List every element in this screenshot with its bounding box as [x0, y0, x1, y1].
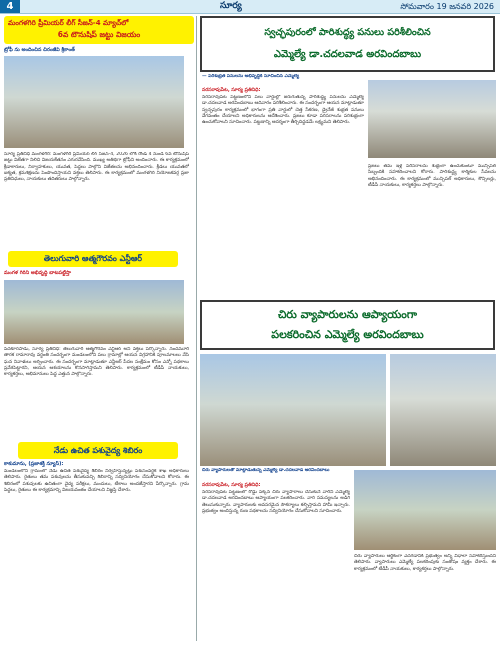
a2-body: పెదకూరపాడు, సూర్య ప్రతినిధి: తెలుగువారి ఆత్మగౌరవం ఎన్టీఆర్ అని వక్తలు పేర్కొన్నారు. నందమూరి తారక రామారావు వర్ధంతి సందర్భంగా మండలంలోని పలు గ్రామాల్లో ఆయన విగ్రహానికి పూలమాలలు వేసి ఘన నివాళులు అర్పించారు. ఈ సందర్భంగా మాట్లాడుతూ ఎన్టీఆర్ పేదల సంక్షేమం కోసం ఎన్నో పథకాలు ప్రవేశపెట్టారని, ఆయన ఆశయాలను కొనసాగిస్తామని తెలిపారు. కార్యక్రమంలో టీడీపీ నాయకులు, కార్యకర్తలు, అభిమానులు పెద్ద ఎత్తున పాల్గొన్నారు. — [4, 347, 189, 378]
a1-photo-cricket-team — [4, 56, 184, 148]
a2-headline: తెలుగువారి ఆత్మగౌరవం ఎన్టీఆర్ — [43, 254, 143, 263]
a4-photo-sanitation-inspection — [368, 80, 496, 158]
a2-subhead: మంగళ గిరిని అభివృద్ధి బాటపట్టిస్తా — [4, 270, 72, 276]
a2-headline-box — [8, 251, 178, 267]
a5-body-left: నరసరావుపేట పట్టణంలో రోడ్డు పక్కన చిరు వ్యాపారాలు చేసుకునే వారిని ఎమ్మెల్యే డా.చదలవాడ అరవిందబాబు ఆప్యాయంగా పలకరించారు. వారి సమస్యలను అడిగి తెలుసుకున్నారు. వ్యాపారులకు అవసరమైన సౌకర్యాలు కల్పిస్తామని హామీ ఇచ్చారు. ప్రభుత్వం అందిస్తున్న రుణ పథకాలను సద్వినియోగం చేసుకోవాలని సూచించారు. — [202, 490, 350, 514]
a1-headline-line1: మంగళగిరి ప్రీమియర్ లీగ్ సీజన్-4 మ్యాచ్‌లో — [8, 19, 129, 27]
a5-headline-line2: పలకరించిన ఎమ్మెల్యే అరవిందబాబు — [271, 328, 424, 341]
a5-photo-vendors-left — [200, 354, 386, 466]
a5-headline-box — [200, 300, 495, 350]
a4-body-left: నరసరావుపేట పట్టణంలోని పలు వార్డుల్లో జరుగుతున్న పారిశుద్ధ్య పనులను ఎమ్మెల్యే డా.చదలవాడ అరవిందబాబు ఆదివారం పరిశీలించారు. ఈ సందర్భంగా ఆయన మాట్లాడుతూ స్వచ్ఛపురం కార్యక్రమంలో భాగంగా ప్రతి వార్డులో చెత్త సేకరణ, డ్రైనేజీ శుభ్రత పనులు వేగవంతం చేయాలని అధికారులను ఆదేశించారు. ప్రజలు కూడా పరిసరాలను పరిశుభ్రంగా ఉంచుకోవాలని సూచించారు. పట్టణాన్ని ఆదర్శంగా తీర్చిదిద్దడమే లక్ష్యమని తెలిపారు. — [202, 95, 364, 126]
a3-headline: నేడు ఉచిత పశువైద్య శిబిరం — [53, 446, 143, 455]
a5-dateline: నరసరావుపేట, సూర్య ప్రతినిధి: — [202, 483, 261, 488]
column-divider — [196, 16, 197, 641]
page-number: 4 — [0, 0, 20, 14]
a1-body: సూర్య ప్రతినిధి మంగళగిరి: మంగళగిరి ప్రీమియర్ లీగ్ సీజన్-4, 2026 లోకి రౌండ్ 4 నుండి 6వ టౌనుషిప్ జట్టు విజేతగా నిలిచి విజయకేతనం ఎగురవేసింది. ముఖ్య అతిథిగా ట్రోఫీని అందించారు. ఈ కార్యక్రమంలో క్రీడాకారులు, నిర్వాహకులు, యువత, పెద్దలు పాల్గొని విజేతలను అభినందించారు. క్రీడలు యువతలో ఐక్యత, క్రమశిక్షణను పెంపొందిస్తాయని వక్తలు తెలిపారు. ఈ కార్యక్రమంలో మంగళగిరి నియోజకవర్గ ప్రజా ప్రతినిధులు, నాయకులు తదితరులు పాల్గొన్నారు. — [4, 152, 189, 183]
issue-date: సోమవారం 19 జనవరి 2026 — [400, 2, 494, 11]
a4-kicker: — పరిశుభ్రత పనులను అభివృద్ధికి సూచించిన ఎమ్మెల్యే — [202, 74, 300, 79]
a1-subhead: ట్రోఫీ ను అందించిన చిరంజీవి శ్రీకాంత్ — [4, 47, 75, 53]
a3-headline-box — [18, 442, 178, 459]
a4-headline-line1: స్వచ్ఛపురంలో పారిశుద్ధ్య పనులు పరిశీలించిన — [264, 27, 431, 38]
a1-headline-line2: 6వ టౌనుషిప్ జట్టు విజయం — [57, 30, 141, 39]
a5-caption: చిరు వ్యాపారులతో మాట్లాడుతున్న ఎమ్మెల్యే డా.చదలవాడ అరవిందబాబు — [202, 468, 330, 473]
a5-headline-line1: చిరు వ్యాపారులను ఆప్యాయంగా — [278, 308, 417, 321]
a4-headline-box — [200, 16, 495, 72]
a1-headline-box — [4, 16, 194, 44]
a3-byline: కాకుమాను, (ప్రజాశక్తి న్యూస్): — [4, 461, 64, 467]
a4-dateline: నరసరావుపేట, సూర్య ప్రతినిధి: — [202, 88, 261, 93]
a3-body: మండలంలోని గ్రామంలో నేడు ఉచిత పశువైద్య శిబిరం నిర్వహిస్తున్నట్లు పశుసంవర్ధక శాఖ అధికారులు తెలిపారు. రైతులు తమ పశువులను తీసుకువచ్చి శిబిరాన్ని సద్వినియోగం చేసుకోవాలని కోరారు. ఈ శిబిరంలో పశువులకు ఉచితంగా వైద్య పరీక్షలు, మందులు, టీకాలు అందజేస్తారని పేర్కొన్నారు. గ్రామ పెద్దలు, రైతులు ఈ కార్యక్రమాన్ని విజయవంతం చేయాలని విజ్ఞప్తి చేశారు. — [4, 469, 189, 493]
a5-photo-vendor-closeup — [354, 470, 496, 550]
a5-photo-vendors-right — [390, 354, 496, 466]
page-header-band — [0, 0, 500, 14]
a2-photo-ntr-statue — [4, 280, 184, 344]
a5-body-right: చిరు వ్యాపారులు ఆర్థికంగా ఎదగడానికి ప్రభుత్వం అన్ని విధాలా సహకరిస్తుందని తెలిపారు. వ్యాపారులు ఎమ్మెల్యే పలకరింపుకు సంతోషం వ్యక్తం చేశారు. ఈ కార్యక్రమంలో టీడీపీ నాయకులు, కార్యకర్తలు పాల్గొన్నారు. — [354, 554, 496, 572]
a4-headline-line2: ఎమ్మెల్యే డా.చదలవాడ అరవిందబాబు — [273, 49, 422, 60]
a4-body-right: ప్రజలు తమ ఇళ్ల పరిసరాలను శుభ్రంగా ఉంచుకుంటూ మున్సిపల్ సిబ్బందికి సహకరించాలని కోరారు. పారిశుద్ధ్య కార్మికుల సేవలను అభినందించారు. ఈ కార్యక్రమంలో మున్సిపల్ అధికారులు, కౌన్సిలర్లు, టీడీపీ నాయకులు, కార్యకర్తలు పాల్గొన్నారు. — [368, 164, 496, 188]
masthead: సూర్య — [220, 1, 242, 11]
